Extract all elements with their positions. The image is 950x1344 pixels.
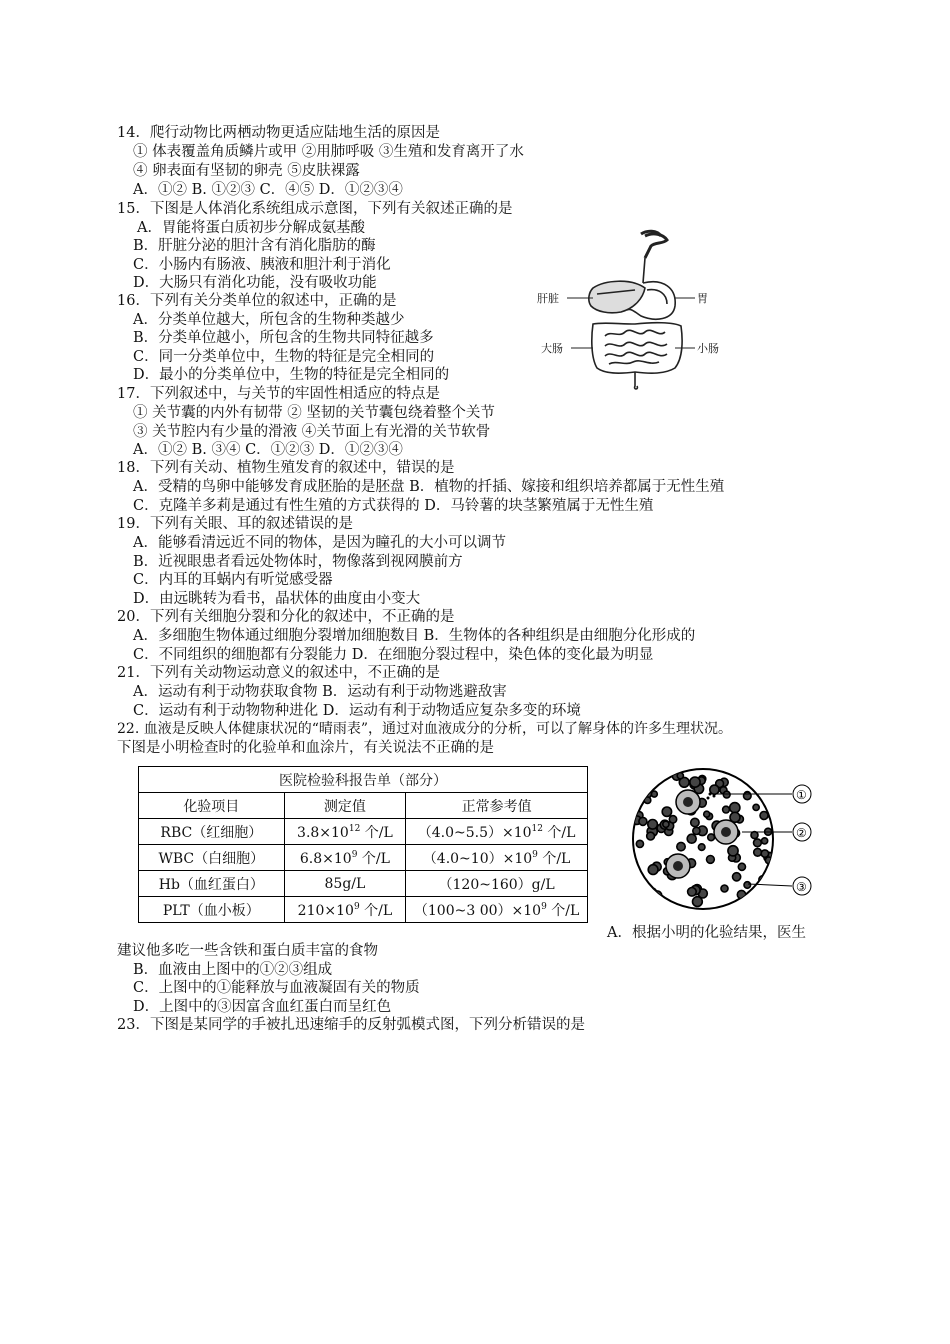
q21-choices-cd: C．运动有利于动物物种进化 D．运动有利于动物适应复杂多变的环境 <box>133 703 581 719</box>
red-blood-cell <box>636 840 643 847</box>
red-blood-cell <box>751 832 758 839</box>
q16-choice-a: A．分类单位越大，所包含的生物种类越少 <box>133 312 405 328</box>
red-blood-cell <box>662 807 671 816</box>
q14-stem: 14．爬行动物比两栖动物更适应陆地生活的原因是 <box>117 125 440 141</box>
red-blood-cell <box>710 785 719 794</box>
table-row <box>139 845 588 871</box>
red-blood-cell <box>723 791 730 798</box>
small-intestine-label: 小肠 <box>697 342 719 355</box>
digestive-system-figure <box>535 228 745 392</box>
q19-choice-c: C．内耳的耳蜗内有听觉感受器 <box>133 572 333 588</box>
table-row <box>139 871 588 897</box>
q19-stem: 19．下列有关眼、耳的叙述错误的是 <box>117 516 353 532</box>
red-blood-cell <box>761 850 768 857</box>
cell-nucleus <box>721 827 731 837</box>
red-blood-cell <box>643 893 650 900</box>
platelet <box>713 795 716 798</box>
red-blood-cell <box>744 882 751 889</box>
row-reference: （120~160）g/L <box>406 871 588 897</box>
q16-stem: 16．下列有关分类单位的叙述中，正确的是 <box>117 293 397 309</box>
cell-nucleus <box>683 797 693 807</box>
red-blood-cell <box>761 891 771 901</box>
q14-choices: A．①② B. ①②③ C．④⑤ D．①②③④ <box>133 182 403 198</box>
red-blood-cell <box>721 885 728 892</box>
lab-report-table <box>138 766 588 923</box>
red-blood-cell <box>648 820 658 830</box>
q17-option-line: ③ 关节腔内有少量的滑液 ④关节面上有光滑的关节软骨 <box>133 424 491 440</box>
red-blood-cell <box>698 844 705 851</box>
row-item: WBC（白细胞） <box>139 845 285 871</box>
red-blood-cell <box>648 888 657 897</box>
q18-stem: 18．下列有关动、植物生殖发育的叙述中，错误的是 <box>117 460 455 476</box>
red-blood-cell <box>691 818 699 826</box>
red-blood-cell <box>723 806 730 813</box>
q19-choice-a: A．能够看清远近不同的物体，是因为瞳孔的大小可以调节 <box>133 535 506 551</box>
label-1: ① <box>796 788 807 802</box>
q19-choice-b: B．近视眼患者看远处物体时，物像落到视网膜前方 <box>133 554 463 570</box>
row-reference: $(4.0\sim 10)\times 10^9$ 个/L <box>406 845 588 871</box>
q21-choices-ab: A．运动有利于动物获取食物 B．运动有利于动物逃避敌害 <box>133 684 507 700</box>
header-reference: 正常参考值 <box>406 793 588 819</box>
red-blood-cell <box>730 803 740 813</box>
large-intestine-label: 大肠 <box>541 342 563 355</box>
q20-stem: 20．下列有关细胞分裂和分化的叙述中，不正确的是 <box>117 609 455 625</box>
q23-stem: 23．下图是某同学的手被扎迅速缩手的反射弧模式图，下列分析错误的是 <box>117 1017 585 1033</box>
q22-choice-c: C．上图中的①能释放与血液凝固有关的物质 <box>133 980 420 996</box>
row-reference: $(4.0\sim 5.5)\times 10^{12}$ 个/L <box>406 819 588 845</box>
liver-label: 肝脏 <box>537 292 559 305</box>
red-blood-cell <box>669 816 676 823</box>
red-blood-cell <box>753 804 759 810</box>
red-blood-cell <box>753 782 761 790</box>
q20-choices-cd: C．不同组织的细胞都有分裂能力 D．在细胞分裂过程中，染色体的变化最为明显 <box>133 647 654 663</box>
red-blood-cell <box>744 792 752 800</box>
red-blood-cell <box>704 811 710 817</box>
q16-choice-d: D．最小的分类单位中，生物的特征是完全相同的 <box>133 367 450 383</box>
table-row <box>139 819 588 845</box>
row-item: PLT（血小板） <box>139 897 285 923</box>
red-blood-cell <box>707 856 715 864</box>
red-blood-cell <box>728 846 738 856</box>
q22-choice-a-cont: 建议他多吃一些含铁和蛋白质丰富的食物 <box>117 943 378 959</box>
red-blood-cell <box>648 865 658 875</box>
red-blood-cell <box>751 895 759 903</box>
red-blood-cell <box>638 893 648 903</box>
q17-choices: A．①② B. ③④ C．①②③ D．①②③④ <box>133 442 403 458</box>
q16-choice-b: B．分类单位越小，所包含的生物共同特征越多 <box>133 330 434 346</box>
label-2: ② <box>796 826 807 840</box>
q22-choice-d: D．上图中的③因富含血红蛋白而呈红色 <box>133 999 392 1015</box>
red-blood-cell <box>642 886 651 895</box>
q18-choices-cd: C．克隆羊多莉是通过有性生殖的方式获得的 D．马铃薯的块茎繁殖属于无性生殖 <box>133 498 654 514</box>
red-blood-cell <box>760 812 768 820</box>
red-blood-cell <box>708 834 715 841</box>
q17-stem: 17．下列叙述中，与关节的牢固性相适应的特点是 <box>117 386 440 402</box>
q15-choice-d: D．大肠只有消化功能，没有吸收功能 <box>133 275 377 291</box>
q18-choices-ab: A．受精的鸟卵中能够发育成胚胎的是胚盘 B．植物的扦插、嫁接和组织培养都属于无性生殖 <box>133 479 725 495</box>
red-blood-cell <box>687 834 696 843</box>
red-blood-cell <box>677 842 685 850</box>
red-blood-cell <box>688 888 697 897</box>
red-blood-cell <box>754 848 762 856</box>
platelet <box>709 793 712 796</box>
q22-stem: 22. 血液是反映人体健康状况的“晴雨表”，通过对血液成分的分析，可以了解身体的许多生理状况。 <box>117 721 733 737</box>
row-value: $210\times 10^9$ 个/L <box>284 897 406 923</box>
row-reference: （100~3 $00)\times 10^9$ 个/L <box>406 897 588 923</box>
q22-choice-a: A．根据小明的化验结果，医生 <box>607 925 806 941</box>
q15-stem: 15．下图是人体消化系统组成示意图，下列有关叙述正确的是 <box>117 201 513 217</box>
table-row <box>139 897 588 923</box>
red-blood-cell <box>693 897 703 907</box>
q15-choice-c: C．小肠内有肠液、胰液和胆汁利于消化 <box>133 257 391 273</box>
cell-nucleus <box>673 861 683 871</box>
q21-stem: 21．下列有关动物运动意义的叙述中，不正确的是 <box>117 665 440 681</box>
q14-option-line: ④ 卵表面有坚韧的卵壳 ⑤皮肤裸露 <box>133 163 360 179</box>
red-blood-cell <box>693 827 700 834</box>
q22-choice-b: B．血液由上图中的①②③组成 <box>133 962 333 978</box>
q20-choices-ab: A．多细胞生物体通过细胞分裂增加细胞数目 B．生物体的各种组织是由细胞分化形成的 <box>133 628 696 644</box>
red-blood-cell <box>754 839 762 847</box>
q19-choice-d: D．由远眺转为看书，晶状体的曲度由小变大 <box>133 591 421 607</box>
q15-choice-a: A．胃能将蛋白质初步分解成氨基酸 <box>137 220 365 236</box>
q16-choice-c: C．同一分类单位中，生物的特征是完全相同的 <box>133 349 435 365</box>
red-blood-cell <box>639 817 647 825</box>
red-blood-cell <box>738 863 745 870</box>
blood-smear-figure <box>630 766 830 916</box>
q14-option-line: ① 体表覆盖角质鳞片或甲 ②用肺呼吸 ③生殖和发育离开了水 <box>133 144 524 160</box>
red-blood-cell <box>690 777 700 787</box>
report-title: 医院检验科报告单（部分） <box>139 767 588 793</box>
liver-shape <box>589 281 645 313</box>
red-blood-cell <box>762 838 768 844</box>
q17-option-line: ① 关节囊的内外有韧带 ② 坚韧的关节囊包绕着整个关节 <box>133 405 495 421</box>
row-item: RBC（红细胞） <box>139 819 285 845</box>
row-value: $6.8\times 10^9$ 个/L <box>284 845 406 871</box>
row-value: 85g/L <box>284 871 406 897</box>
header-item: 化验项目 <box>139 793 285 819</box>
row-item: Hb（血红蛋白） <box>139 871 285 897</box>
red-blood-cell <box>644 778 651 785</box>
platelet <box>707 797 710 800</box>
q22-stem-cont: 下图是小明检查时的化验单和血涂片，有关说法不正确的是 <box>117 740 494 756</box>
stomach-label: 胃 <box>697 292 708 305</box>
red-blood-cell <box>647 832 655 840</box>
red-blood-cell <box>643 771 651 779</box>
header-value: 测定值 <box>284 793 406 819</box>
q15-choice-b: B．肝脏分泌的胆汁含有消化脂肪的酶 <box>133 238 376 254</box>
row-value: $3.8\times 10^{12}$ 个/L <box>284 819 406 845</box>
red-blood-cell <box>733 873 741 881</box>
red-blood-cell <box>663 821 669 827</box>
label-3: ③ <box>796 880 807 894</box>
